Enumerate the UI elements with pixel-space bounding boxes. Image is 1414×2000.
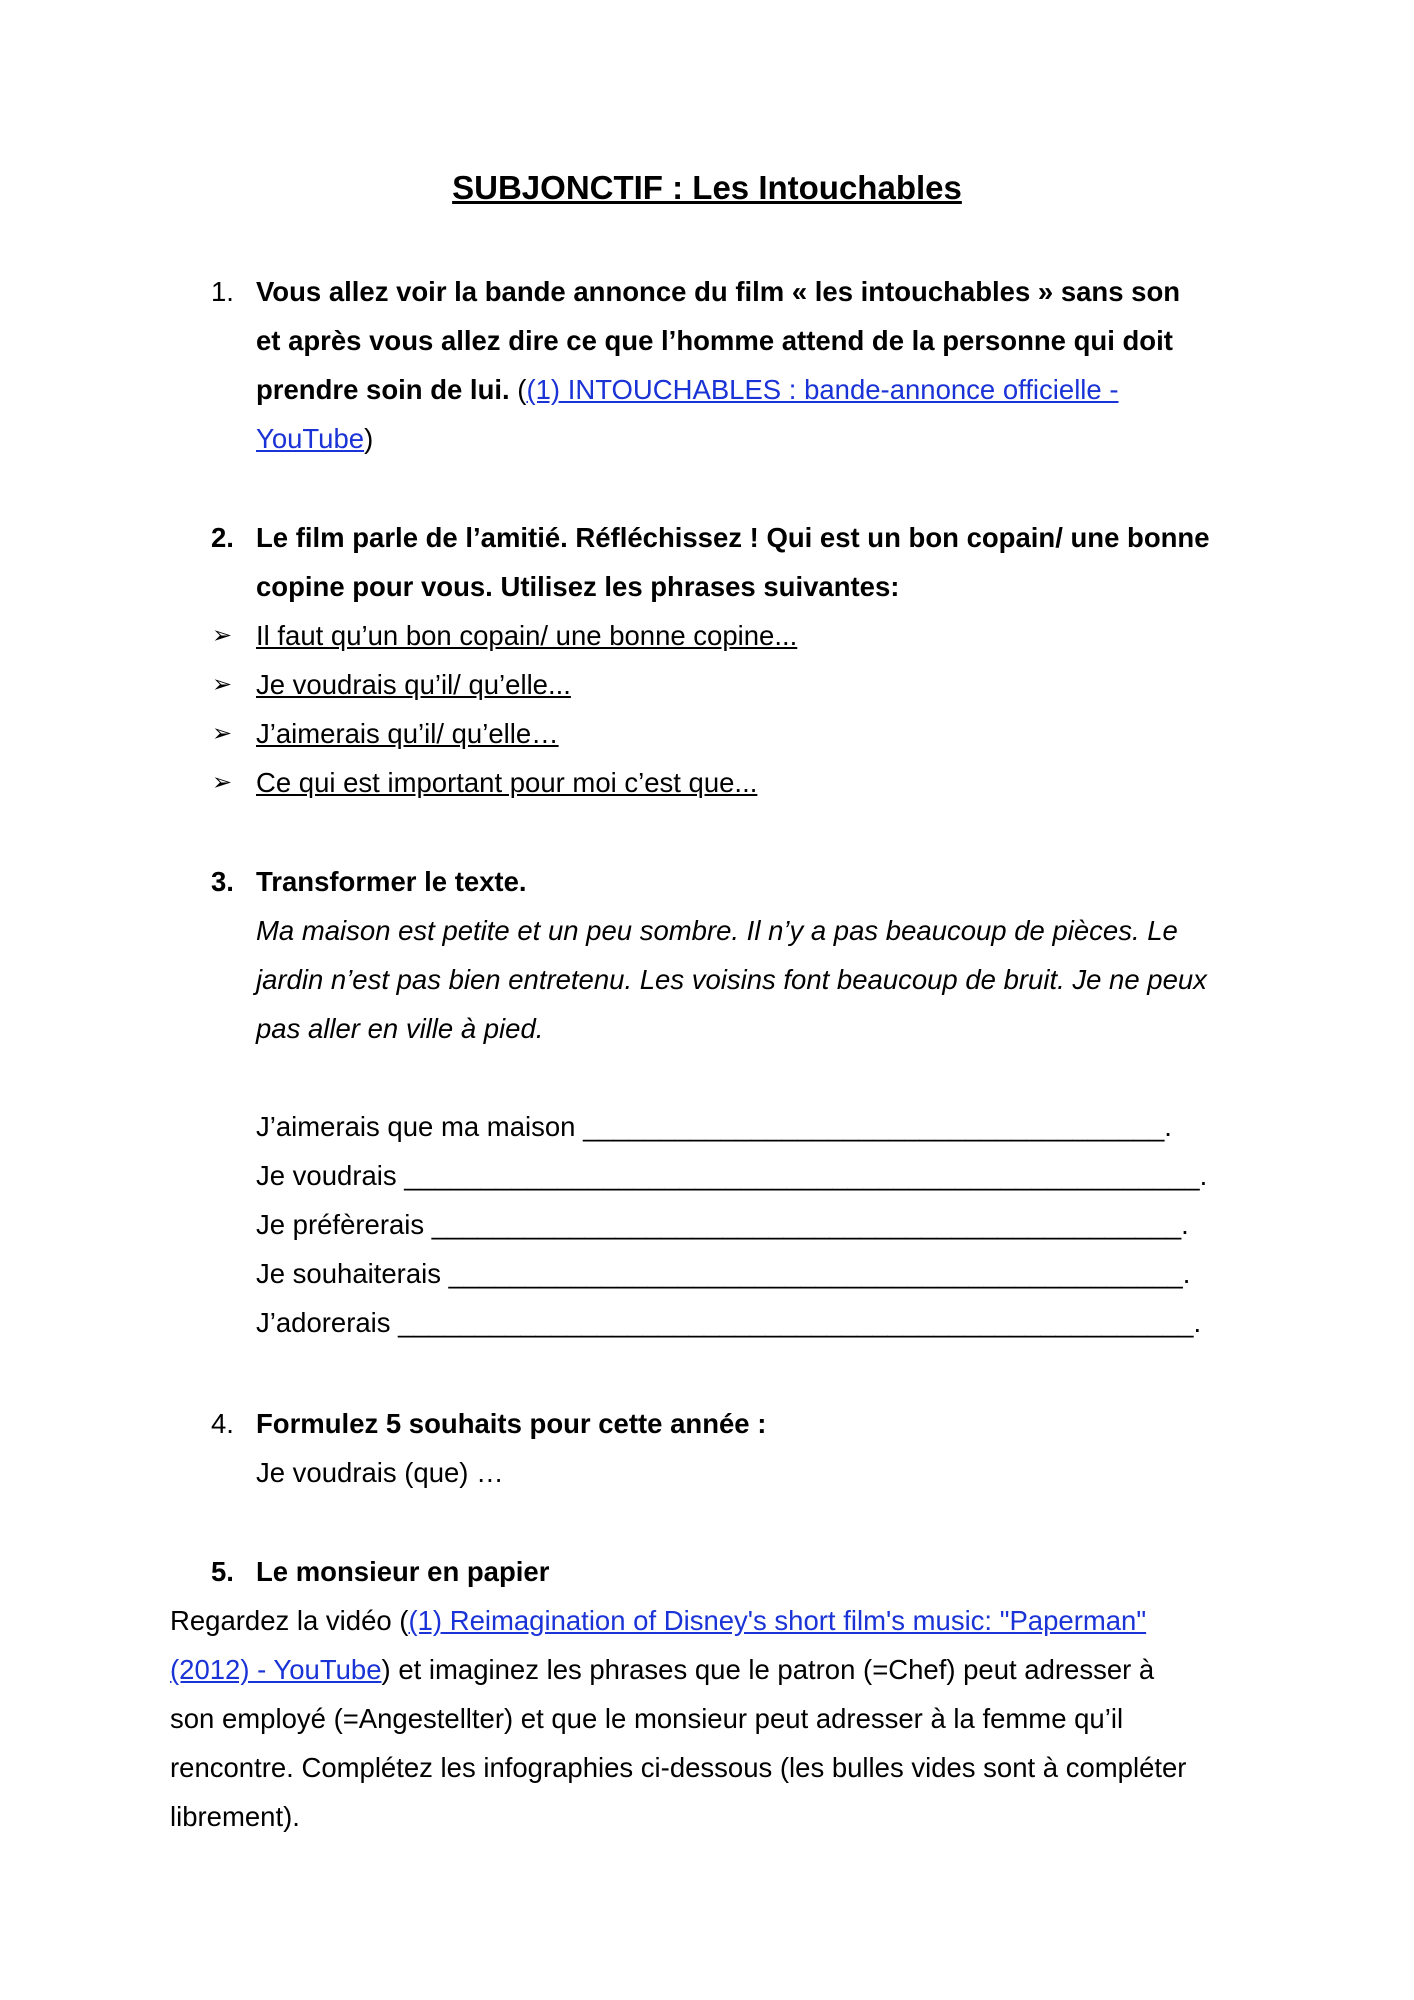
- q3-fill-line-4[interactable]: Je souhaiterais ________________________________________________.: [256, 1258, 1191, 1289]
- q1-trailer-link[interactable]: (1) INTOUCHABLES : bande-annonce officielle -: [526, 374, 1119, 405]
- q1-number: 1.: [211, 276, 234, 307]
- q1-trailer-link-cont[interactable]: YouTube: [256, 423, 365, 454]
- q3-text-line-3: pas aller en ville à pied.: [256, 1013, 544, 1044]
- q3-number: 3.: [211, 866, 234, 897]
- q5-heading: Le monsieur en papier: [256, 1556, 550, 1587]
- arrowhead-bullet-icon: ➢: [212, 769, 233, 796]
- q5-paragraph-line-2: [170, 1650, 1154, 1690]
- arrowhead-bullet-icon: ➢: [212, 671, 233, 698]
- q3-text-line-2: jardin n’est pas bien entretenu. Les voisins font beaucoup de bruit. Je ne peux: [256, 964, 1207, 995]
- q1-line-2: et après vous allez dire ce que l’homme attend de la personne qui doit: [256, 325, 1173, 356]
- q2-line-2: copine pour vous. Utilisez les phrases suivantes:: [256, 571, 900, 602]
- q3-fill-line-1[interactable]: J’aimerais que ma maison ______________________________________.: [256, 1111, 1172, 1142]
- q2-bullet-4: Ce qui est important pour moi c’est que...: [256, 767, 758, 798]
- q5-paragraph-line-3: son employé (=Angestellter) et que le monsieur peut adresser à la femme qu’il: [170, 1703, 1124, 1734]
- q4-line: Je voudrais (que) …: [256, 1457, 504, 1488]
- q3-fill-line-2[interactable]: Je voudrais ____________________________________________________.: [256, 1160, 1208, 1191]
- arrowhead-bullet-icon: ➢: [212, 622, 233, 649]
- q1-line-1: Vous allez voir la bande annonce du film « les intouchables » sans son: [256, 276, 1181, 307]
- q4-number: 4.: [211, 1408, 234, 1439]
- q5-paragraph-line-1: [170, 1601, 1146, 1641]
- q3-heading: Transformer le texte.: [256, 866, 527, 897]
- q5-number: 5.: [211, 1556, 234, 1587]
- q2-line-1: Le film parle de l’amitié. Réfléchissez ! Qui est un bon copain/ une bonne: [256, 522, 1210, 553]
- q5-paragraph-line-5: librement).: [170, 1801, 300, 1832]
- q1-line-3-bold: prendre soin de lui.: [256, 374, 510, 405]
- q2-bullet-3: J’aimerais qu’il/ qu’elle…: [256, 718, 559, 749]
- q1-line-4: [256, 419, 373, 459]
- q5-video-link-cont[interactable]: (2012) - YouTube: [170, 1654, 382, 1685]
- q2-number: 2.: [211, 522, 234, 553]
- page-title: SUBJONCTIF : Les Intouchables: [452, 169, 962, 206]
- q3-text-line-1: Ma maison est petite et un peu sombre. Il n’y a pas beaucoup de pièces. Le: [256, 915, 1178, 946]
- q1-paren-close: ): [364, 423, 374, 454]
- q2-bullet-1: Il faut qu’un bon copain/ une bonne copine...: [256, 620, 798, 651]
- q5-pre-text: Regardez la vidéo (: [170, 1605, 409, 1636]
- arrowhead-bullet-icon: ➢: [212, 720, 233, 747]
- q5-post-text: ) et imaginez les phrases que le patron (=Chef) peut adresser à: [381, 1654, 1155, 1685]
- q5-video-link[interactable]: (1) Reimagination of Disney's short film's music: "Paperman": [408, 1605, 1147, 1636]
- q5-paragraph-line-4: rencontre. Complétez les infographies ci-dessous (les bulles vides sont à compléter: [170, 1752, 1187, 1783]
- q2-bullet-2: Je voudrais qu’il/ qu’elle...: [256, 669, 571, 700]
- q4-heading: Formulez 5 souhaits pour cette année :: [256, 1408, 767, 1439]
- q1-paren-open: (: [509, 374, 527, 405]
- q1-line-3: [256, 370, 1119, 410]
- q3-fill-line-3[interactable]: Je préfèrerais _________________________________________________.: [256, 1209, 1189, 1240]
- q3-fill-line-5[interactable]: J’adorerais ____________________________________________________.: [256, 1307, 1202, 1338]
